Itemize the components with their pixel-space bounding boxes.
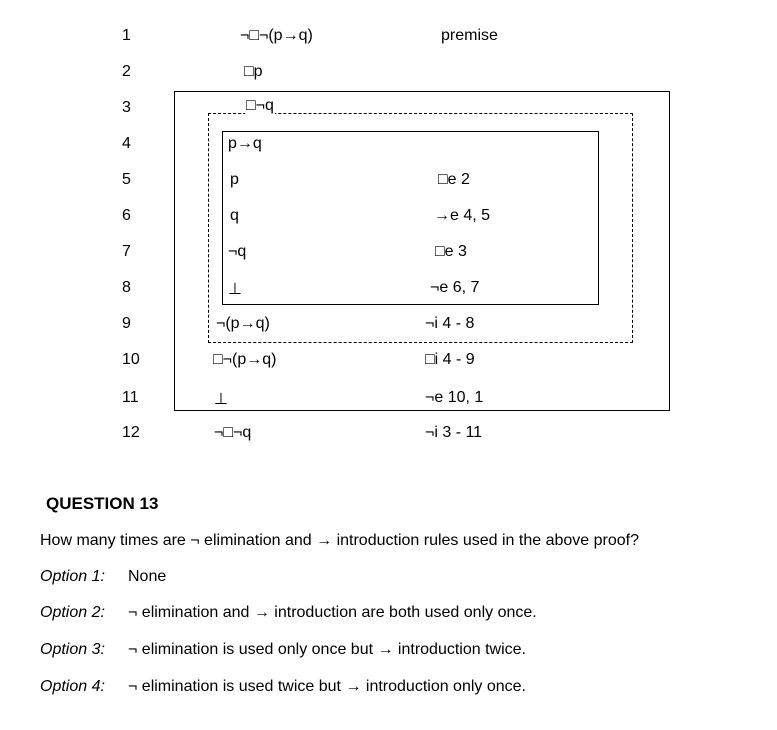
proof-formula: ⊥ [228, 281, 242, 298]
proof-box-inner [222, 131, 599, 305]
proof-justification: ¬i 4 - 8 [425, 315, 475, 332]
option-text: ¬ elimination and → introduction are both used only once. [128, 604, 537, 621]
proof-justification: □e 2 [438, 171, 470, 188]
proof-justification: ¬e 10, 1 [425, 389, 484, 406]
proof-formula: ¬(p→q) [216, 315, 270, 332]
proof-formula: □p [244, 63, 263, 80]
option-label: Option 4: [40, 678, 105, 695]
line-number: 12 [122, 424, 140, 441]
option-text: ¬ elimination is used only once but → introduction twice. [128, 641, 526, 658]
proof-justification: →e 4, 5 [434, 207, 491, 224]
proof-formula: □¬(p→q) [213, 351, 277, 368]
line-number: 4 [122, 135, 131, 152]
question-text: How many times are ¬ elimination and → introduction rules used in the above proof? [40, 532, 639, 549]
line-number: 2 [122, 63, 131, 80]
proof-formula: p→q [228, 135, 262, 152]
line-number: 8 [122, 279, 131, 296]
line-number: 7 [122, 243, 131, 260]
option-text: None [128, 568, 167, 585]
proof-formula: ¬q [228, 243, 247, 260]
proof-formula: ⊥ [214, 391, 228, 408]
option-label: Option 3: [40, 641, 105, 658]
line-number: 5 [122, 171, 131, 188]
line-number: 1 [122, 27, 131, 44]
proof-justification: ¬i 3 - 11 [425, 424, 483, 441]
proof-formula: ¬□¬(p→q) [240, 27, 313, 44]
proof-justification: □i 4 - 9 [425, 351, 475, 368]
proof-justification: □e 3 [435, 243, 467, 260]
proof-justification: ¬e 6, 7 [430, 279, 480, 296]
question-title: QUESTION 13 [46, 494, 159, 513]
option-text: ¬ elimination is used twice but → introduction only once. [128, 678, 526, 695]
proof-formula: □¬q [246, 97, 274, 114]
line-number: 10 [122, 351, 140, 368]
line-number: 11 [122, 389, 139, 406]
proof-formula: p [230, 171, 239, 188]
proof-formula: ¬□¬q [214, 424, 252, 441]
option-label: Option 1: [40, 568, 105, 585]
option-label: Option 2: [40, 604, 105, 621]
proof-justification: premise [441, 27, 498, 44]
line-number: 9 [122, 315, 131, 332]
proof-formula: q [230, 207, 239, 224]
line-number: 3 [122, 99, 131, 116]
line-number: 6 [122, 207, 131, 224]
